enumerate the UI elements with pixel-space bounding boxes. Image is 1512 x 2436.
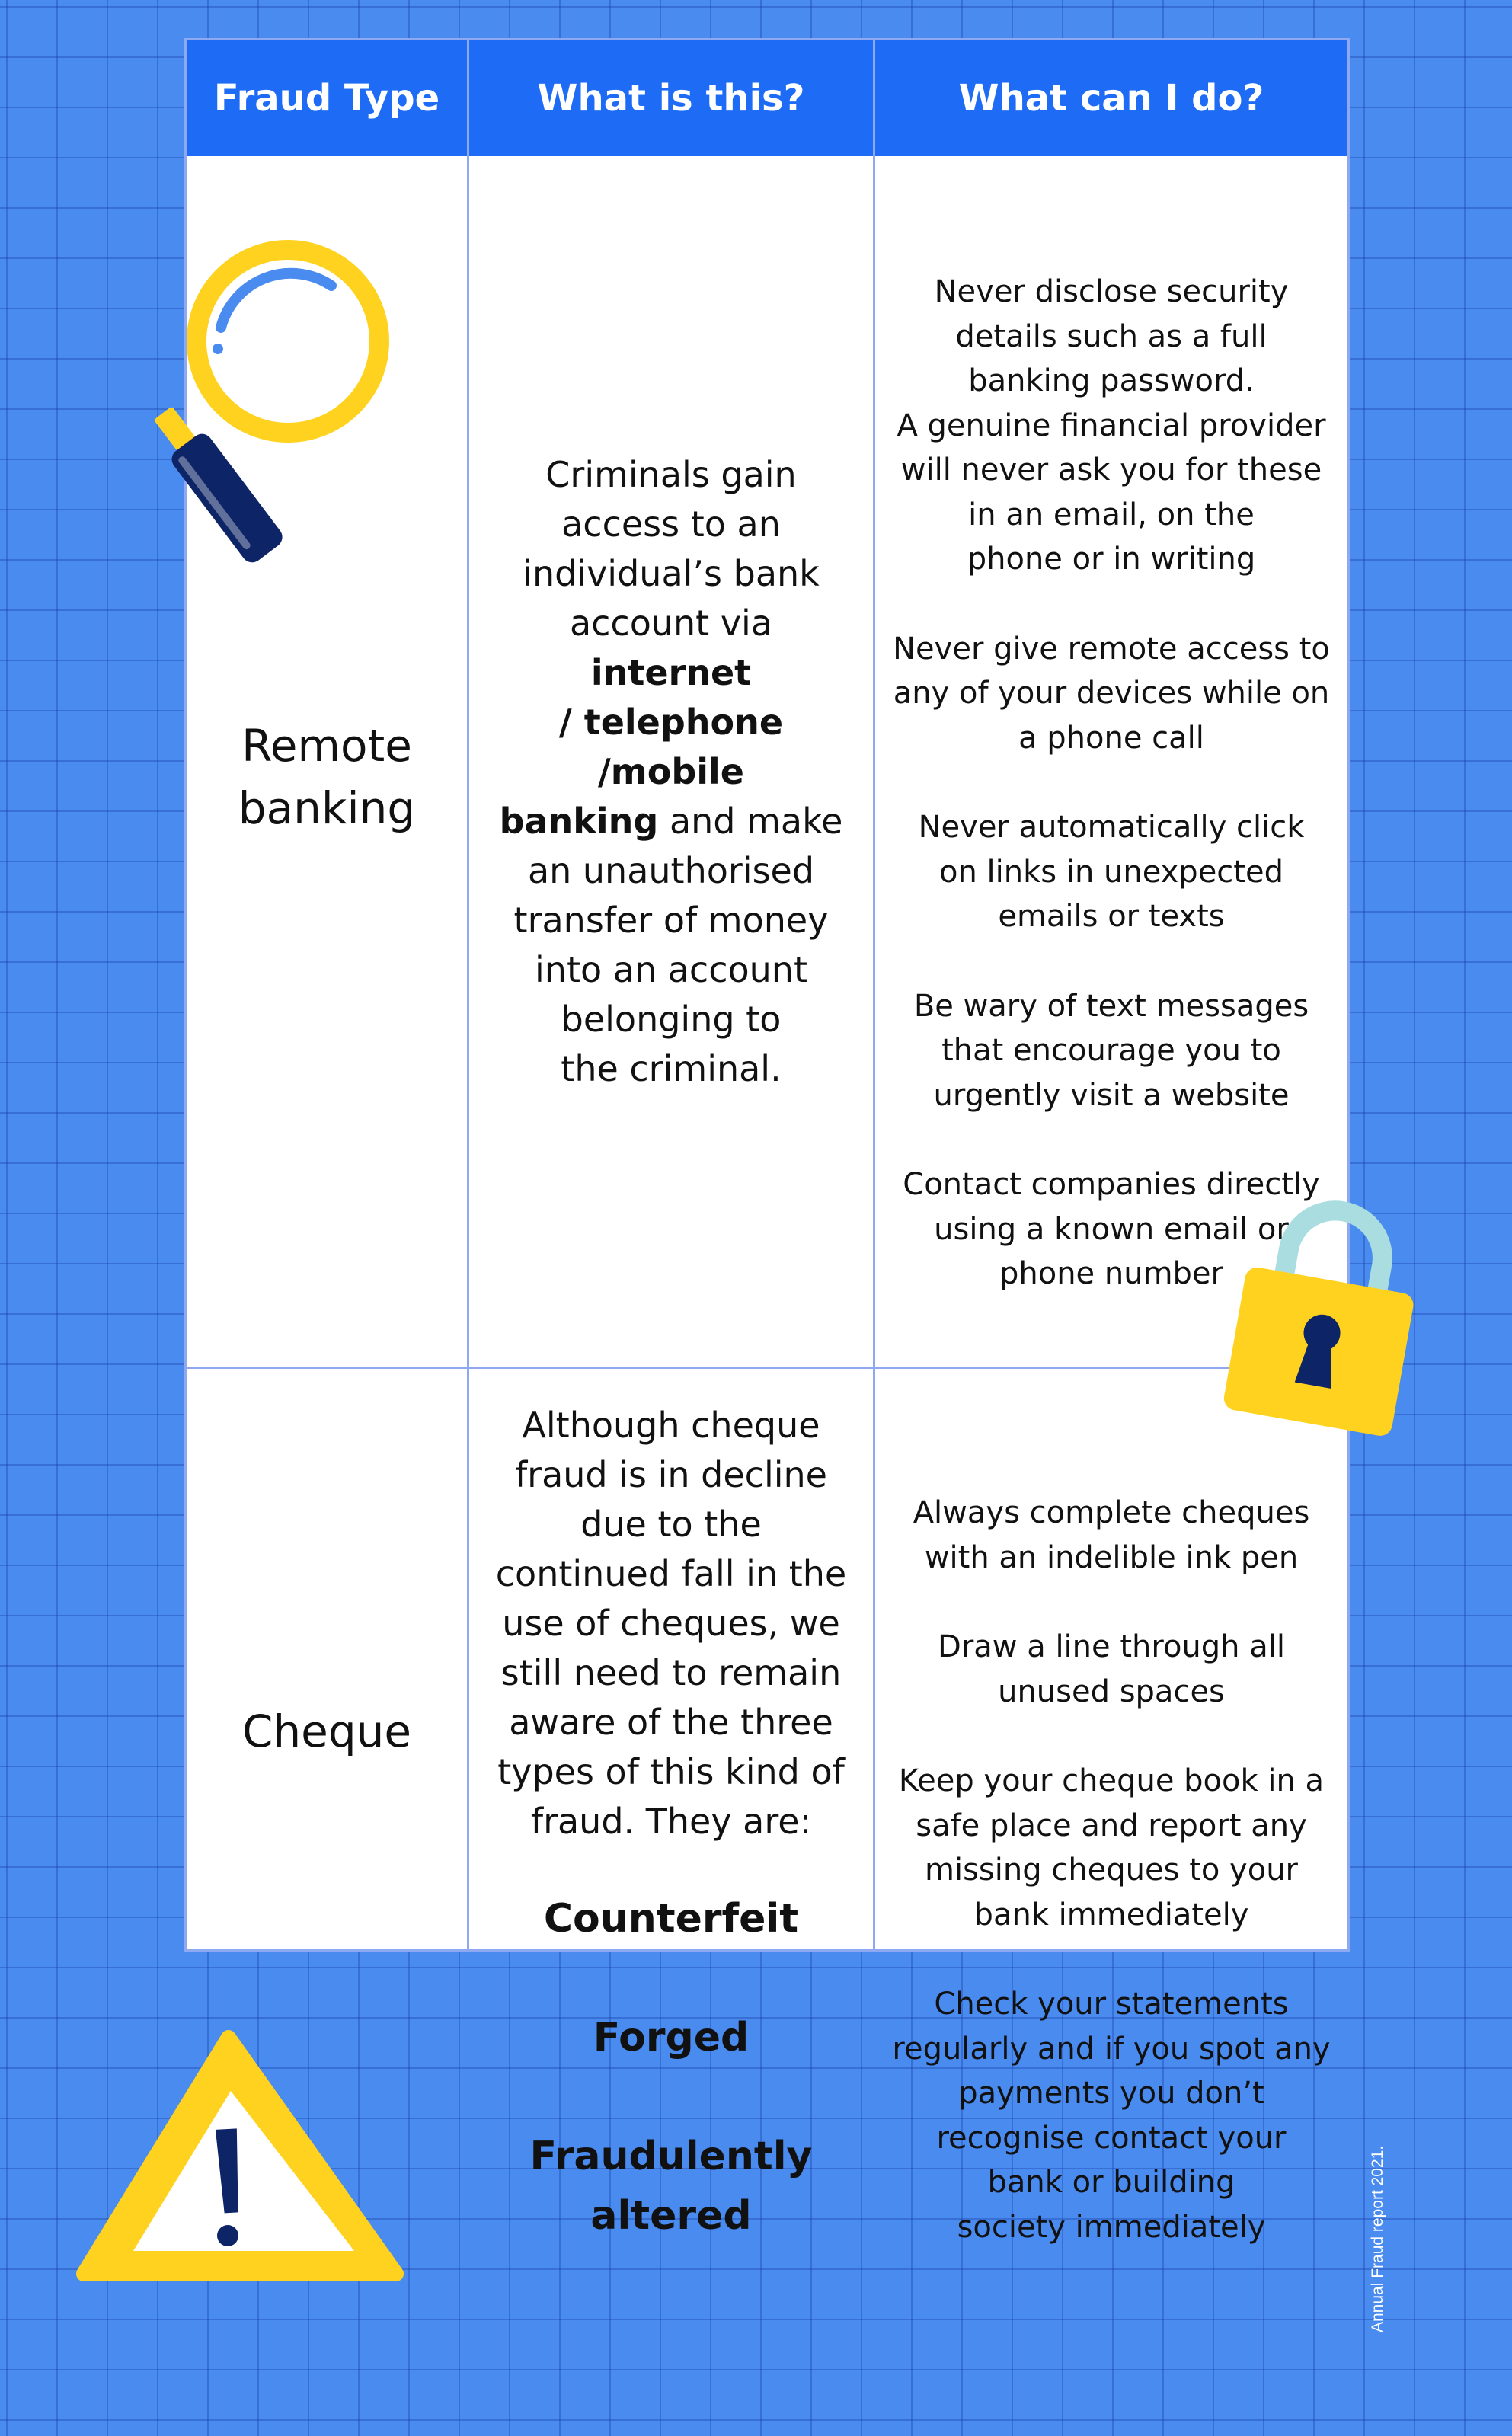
warning-icon	[76, 2022, 411, 2297]
fraud-type-remote-banking: Remote banking	[238, 719, 416, 834]
description-text: and make an unauthorised transfer of money into an account belonging to the criminal.	[513, 801, 843, 1089]
table-header	[187, 40, 1347, 156]
tip-item: Never give remote access to any of your devices while on a phone call	[893, 631, 1330, 756]
description-text: Criminals gain access to an individual’s bank account via	[523, 454, 820, 644]
tips-remote-banking	[875, 156, 1347, 1367]
tip-item: Always complete cheques with an indelible ink pen	[913, 1495, 1310, 1575]
header-what-can-i-do: What can I do?	[958, 77, 1264, 120]
tip-item: Be wary of text messages that encourage you to urgently visit a website	[913, 988, 1309, 1113]
header-fraud-type: Fraud Type	[213, 77, 440, 120]
description-cheque	[469, 1369, 873, 2239]
tip-item: Never disclose security details such as a full banking password. A genuine financial provider will never ask you for these in an email, on the phone or in writing	[897, 274, 1326, 577]
magnifying-glass-icon	[76, 221, 411, 571]
tips-cheque	[875, 1369, 1347, 2245]
fraud-type-cheque: Cheque	[241, 1706, 412, 1757]
cheque-fraud-type: Counterfeit	[543, 1896, 799, 1942]
cheque-fraud-type: Fraudulently altered	[529, 2134, 813, 2239]
tip-item: Contact companies directly using a known email or phone number	[903, 1167, 1320, 1291]
description-remote-banking	[469, 156, 873, 1367]
tip-item: Keep your cheque book in a safe place and report any missing cheques to your bank immediately	[898, 1763, 1325, 1932]
header-what-is-this: What is this?	[537, 77, 805, 120]
tip-item: Draw a line through all unused spaces	[938, 1629, 1285, 1709]
tip-item: Check your statements regularly and if you spot any payments you don’t recognise contact your bank or building society immediately	[892, 1987, 1331, 2245]
cheque-fraud-type: Forged	[593, 2015, 750, 2060]
padlock-icon	[1219, 1196, 1424, 1440]
footnote: Annual Fraud report 2021.	[1369, 2145, 1386, 2332]
description-bold-text: internet / telephone /mobile banking	[499, 652, 784, 842]
tip-item: Never automatically click on links in unexpected emails or texts	[918, 810, 1305, 934]
description-text: Although cheque fraud is in decline due to the continued fall in the use of cheques, we still need to remain aware of the three types of this kind of fraud. They are:	[495, 1405, 847, 1842]
